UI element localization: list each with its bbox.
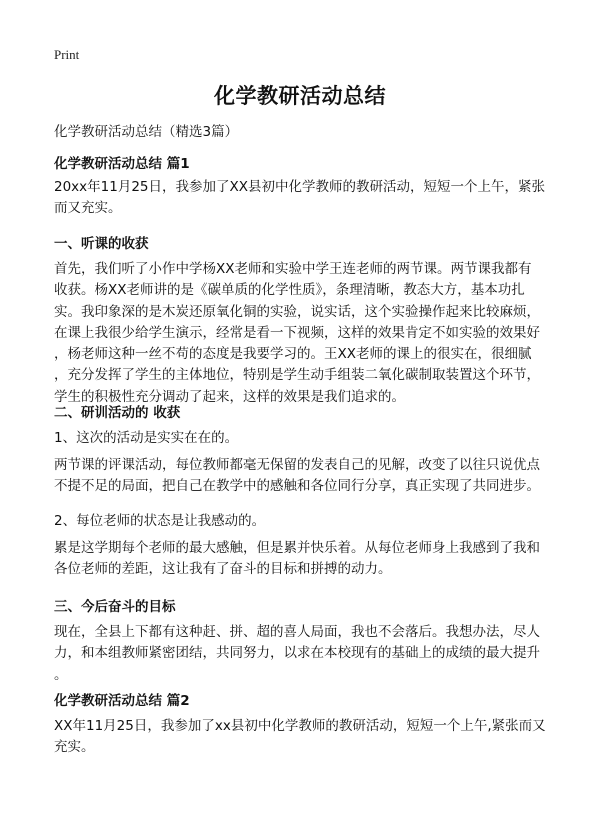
text-line: 不提不足的局面，把自己在教学中的感触和各位同行分享，真正实现了共同进步。 — [54, 478, 540, 495]
text-line: 累是这学期每个老师的最大感触，但是累并快乐着。从每位老师身上我感到了我和 — [54, 540, 540, 556]
text-line: 实。我印象深的是木炭还原氧化铜的实验，说实话，这个实验操作起来比较麻烦， — [54, 303, 540, 320]
text-line: 力，和本组教师紧密团结，共同努力，以求在本校现有的基础上的成绩的最大提升 — [54, 645, 540, 662]
article1-heading: 化学教研活动总结 篇1 — [54, 156, 190, 172]
section2-paragraph1 — [54, 455, 554, 498]
text-line: ，充分发挥了学生的主体地位，特别是学生动手组装二氧化碳制取装置这个环节， — [54, 367, 540, 384]
text-line: 。 — [54, 666, 68, 683]
section2-point2: 2、每位老师的状态是让我感动的。 — [54, 513, 266, 529]
print-link[interactable]: Print — [54, 47, 80, 62]
text-line: XX年11月25日，我参加了xx县初中化学教师的教研活动，短短一个上午,紧张而又 — [54, 718, 546, 734]
section1-heading: 一、听课的收获 — [54, 236, 149, 252]
text-line: 而又充实。 — [54, 200, 122, 217]
article2-intro — [54, 716, 554, 759]
page-title: 化学教研活动总结 — [214, 84, 386, 108]
text-line: 充实。 — [54, 739, 95, 756]
text-line: 两节课的评课活动，每位教师都毫无保留的发表自己的见解，改变了以往只说优点 — [54, 457, 540, 473]
text-line: 学生的积极性充分调动了起来，这样的效果是我们追求的。 — [54, 388, 405, 405]
text-line: 首先，我们听了小作中学杨XX老师和实验中学王连老师的两节课。两节课我都有 — [54, 261, 532, 277]
article2-heading: 化学教研活动总结 篇2 — [54, 693, 190, 709]
section2-paragraph2 — [54, 538, 554, 581]
section3-paragraph — [54, 622, 554, 686]
text-line: 现在，全县上下都有这种赶、拼、超的喜人局面，我也不会落后。我想办法，尽人 — [54, 624, 540, 640]
text-line: 各位老师的差距，这让我有了奋斗的目标和拼搏的动力。 — [54, 561, 392, 578]
text-line: ，杨老师这种一丝不苟的态度是我要学习的。王XX老师的课上的很实在，很细腻 — [54, 346, 532, 363]
text-line: 收获。杨XX老师讲的是《碳单质的化学性质》，条理清晰，教态大方，基本功扎 — [54, 282, 525, 299]
article1-intro — [54, 177, 554, 220]
section1-paragraph — [54, 259, 554, 408]
text-line: 20xx年11月25日，我参加了XX县初中化学教师的教研活动，短短一个上午，紧张 — [54, 179, 546, 195]
document-subtitle: 化学教研活动总结（精选3篇） — [54, 124, 239, 140]
section3-heading: 三、今后奋斗的目标 — [54, 599, 176, 615]
section2-heading: 二、研训活动的 收获 — [54, 405, 181, 421]
section2-point1: 1、这次的活动是实实在在的。 — [54, 430, 239, 446]
text-line: 在课上我很少给学生演示，经常是看一下视频，这样的效果肯定不如实验的效果好 — [54, 324, 540, 341]
